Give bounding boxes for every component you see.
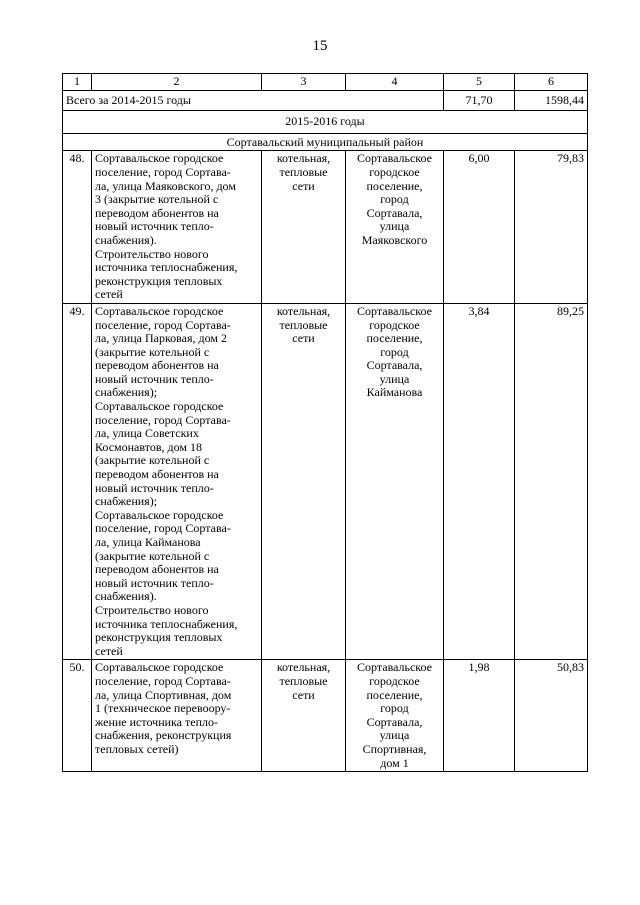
object-type-line: котельная, xyxy=(276,660,331,675)
description-line: Строительство нового xyxy=(95,246,209,261)
description-line: снабжения); xyxy=(95,385,158,400)
description-line: новый источник тепло- xyxy=(95,480,214,495)
location-line: Сортавальское xyxy=(357,151,432,166)
row-number: 49. xyxy=(63,303,92,659)
row-object-type xyxy=(262,660,346,772)
row-col5: 6,00 xyxy=(444,151,515,304)
row-number: 48. xyxy=(63,151,92,304)
description-line: Сортавальское городское xyxy=(95,151,224,166)
description-line: переводом абонентов на xyxy=(95,358,219,373)
location-line: городское xyxy=(369,673,420,688)
total-col6: 1598,44 xyxy=(515,90,588,111)
row-number: 50. xyxy=(63,660,92,772)
location-line: улица xyxy=(379,219,410,234)
description-line: ла, улица Парковая, дом 2 xyxy=(95,331,227,346)
description-line: новый источник тепло- xyxy=(95,219,214,234)
location-line: город xyxy=(380,344,409,359)
object-type-line: сети xyxy=(292,687,315,702)
location-line: дом 1 xyxy=(380,755,409,770)
description-line: поселение, город Сортава- xyxy=(95,412,231,427)
row-location xyxy=(346,303,444,659)
data-table xyxy=(62,73,588,772)
row-col5: 3,84 xyxy=(444,303,515,659)
table-row xyxy=(63,303,588,659)
row-description xyxy=(92,660,262,772)
description-line: поселение, город Сортава- xyxy=(95,521,231,536)
description-line: Сортавальское городское xyxy=(95,660,224,675)
row-location xyxy=(346,151,444,304)
description-line: ла, улица Советских xyxy=(95,426,199,441)
object-type-line: сети xyxy=(292,178,315,193)
period-label: 2015-2016 годы xyxy=(63,111,588,134)
row-location xyxy=(346,660,444,772)
location-line: Кайманова xyxy=(366,385,423,400)
row-object-type xyxy=(262,303,346,659)
table-row xyxy=(63,660,588,772)
location-line: Сортавала, xyxy=(366,714,423,729)
object-type-line: котельная, xyxy=(276,303,331,318)
description-line: Строительство нового xyxy=(95,602,209,617)
row-col5: 1,98 xyxy=(444,660,515,772)
description-line: новый источник тепло- xyxy=(95,371,214,386)
description-line: жение источника тепло- xyxy=(95,714,218,729)
description-line: реконструкция тепловых xyxy=(95,630,223,645)
description-line: тепловых сетей) xyxy=(95,741,179,756)
description-line: 1 (техническое перевоору- xyxy=(95,701,231,716)
row-object-type xyxy=(262,151,346,304)
description-line: ла, улица Кайманова xyxy=(95,535,201,549)
description-line: снабжения). xyxy=(95,589,157,604)
description-line: ла, улица Маяковского, дом xyxy=(95,178,236,193)
region-row xyxy=(63,133,588,151)
description-line: снабжения). xyxy=(95,232,157,247)
description-line: (закрытие котельной с xyxy=(95,548,210,563)
total-col5: 71,70 xyxy=(444,90,515,111)
location-line: поселение, xyxy=(366,687,423,702)
row-col6: 50,83 xyxy=(515,660,588,772)
row-col6: 89,25 xyxy=(515,303,588,659)
column-number-row xyxy=(63,74,588,91)
location-line: город xyxy=(380,192,409,207)
description-line: снабжения); xyxy=(95,494,158,509)
description-line: снабжения, реконструкция xyxy=(95,728,232,743)
location-line: улица xyxy=(379,728,410,743)
row-description xyxy=(92,151,262,304)
description-line: поселение, город Сортава- xyxy=(95,673,231,688)
location-line: Сортавала, xyxy=(366,205,423,220)
total-row xyxy=(63,90,588,111)
location-line: Сортавальское xyxy=(357,660,432,675)
description-line: сетей xyxy=(95,643,123,658)
description-line: Сортавальское городское xyxy=(95,303,224,318)
location-line: городское xyxy=(369,317,420,332)
column-number: 1 xyxy=(63,74,92,91)
location-line: городское xyxy=(369,164,420,179)
location-line: Сортавальское xyxy=(357,303,432,318)
description-line: реконструкция тепловых xyxy=(95,273,223,288)
location-line: поселение, xyxy=(366,331,423,346)
column-number: 3 xyxy=(262,74,346,91)
location-line: Маяковского xyxy=(361,232,428,247)
location-line: улица xyxy=(379,371,410,386)
description-line: (закрытие котельной с xyxy=(95,344,210,359)
description-line: ла, улица Спортивная, дом xyxy=(95,687,232,702)
location-line: поселение, xyxy=(366,178,423,193)
description-line: переводом абонентов на xyxy=(95,205,219,220)
total-label: Всего за 2014-2015 годы xyxy=(63,90,444,111)
description-line: сетей xyxy=(95,287,123,302)
description-line: источника теплоснабжения, xyxy=(95,616,238,631)
object-type-line: тепловые xyxy=(279,673,328,688)
region-label: Сортавальский муниципальный район xyxy=(63,133,588,151)
description-line: поселение, город Сортава- xyxy=(95,317,231,332)
object-type-line: котельная, xyxy=(276,151,331,166)
location-line: Сортавала, xyxy=(366,358,423,373)
row-description xyxy=(92,303,262,659)
description-line: поселение, город Сортава- xyxy=(95,164,231,179)
description-line: (закрытие котельной с xyxy=(95,453,210,468)
description-line: Сортавальское городское xyxy=(95,507,224,522)
column-number: 4 xyxy=(346,74,444,91)
row-col6: 79,83 xyxy=(515,151,588,304)
object-type-line: тепловые xyxy=(279,317,328,332)
object-type-line: тепловые xyxy=(279,164,328,179)
page-number: 15 xyxy=(312,38,328,54)
description-line: 3 (закрытие котельной с xyxy=(95,192,219,207)
table-row xyxy=(63,151,588,304)
object-type-line: сети xyxy=(292,331,315,346)
location-line: Спортивная, xyxy=(362,741,427,756)
column-number: 6 xyxy=(515,74,588,91)
column-number: 2 xyxy=(92,74,262,91)
description-line: источника теплоснабжения, xyxy=(95,260,238,275)
description-line: Космонавтов, дом 18 xyxy=(95,439,202,454)
description-line: переводом абонентов на xyxy=(95,562,219,577)
column-number: 5 xyxy=(444,74,515,91)
location-line: город xyxy=(380,701,409,716)
description-line: новый источник тепло- xyxy=(95,575,214,590)
period-row xyxy=(63,111,588,134)
description-line: Сортавальское городское xyxy=(95,399,224,414)
description-line: переводом абонентов на xyxy=(95,467,219,482)
